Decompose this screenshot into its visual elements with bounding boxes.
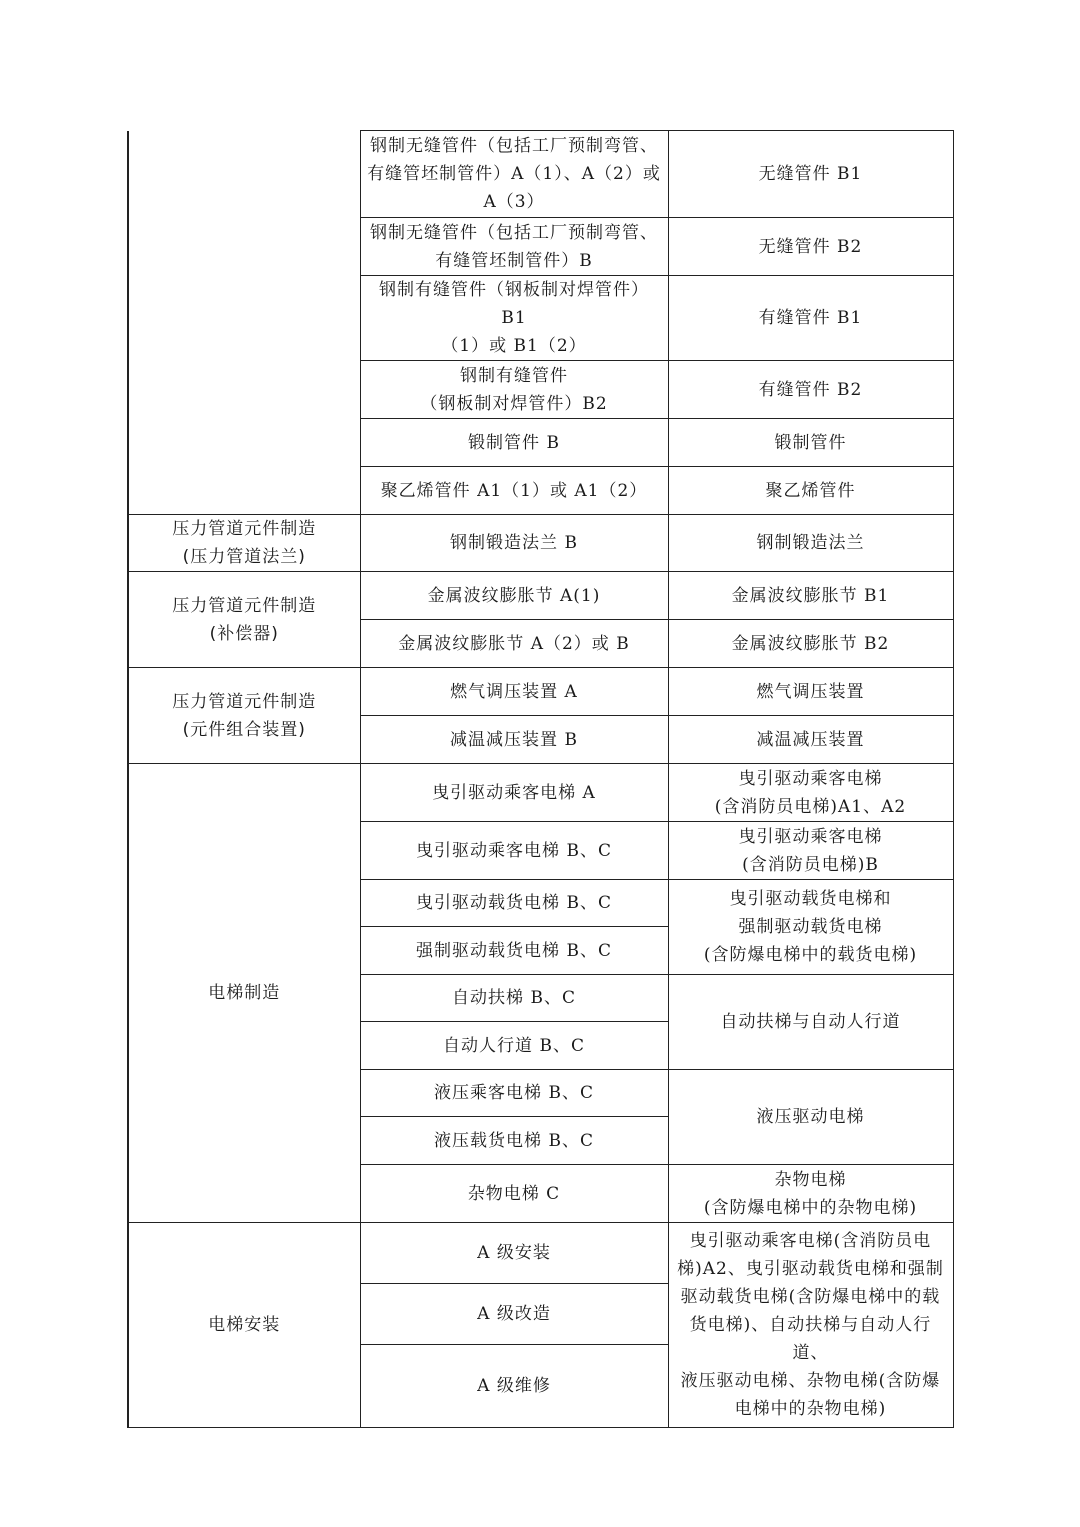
scope-cell <box>668 1223 953 1428</box>
scope-cell <box>668 1070 953 1165</box>
scope-cell <box>668 361 953 419</box>
cell-text: 自动人行道 B、C <box>443 1035 585 1056</box>
category-cell-combined-device <box>128 668 360 764</box>
scope-cell <box>668 572 953 620</box>
cell-text: 梯)A2、曳引驱动载货电梯和强制 <box>677 1259 944 1279</box>
product-cell <box>360 1165 668 1223</box>
cell-text: (含消防员电梯)A1、A2 <box>714 796 907 817</box>
cell-text: 有缝管坯制管件）B <box>435 250 593 271</box>
product-cell <box>360 1117 668 1165</box>
product-cell <box>360 572 668 620</box>
cell-text: A 级改造 <box>477 1304 551 1325</box>
cell-text: 钢制锻造法兰 <box>756 533 865 553</box>
table-row <box>128 668 953 716</box>
scope-cell <box>668 218 953 276</box>
cell-text: 金属波纹膨胀节 B1 <box>731 585 890 606</box>
product-cell <box>360 716 668 764</box>
cell-text: 液压驱动电梯 <box>756 1107 865 1127</box>
product-cell <box>360 1070 668 1117</box>
cell-text: 无缝管件 B2 <box>758 236 863 257</box>
category-cell-pressure-pipe-fittings <box>128 131 360 515</box>
product-cell <box>360 1284 668 1345</box>
cell-text: 杂物电梯 <box>774 1169 847 1190</box>
license-category-table <box>127 130 954 1428</box>
cell-text: (元件组合装置) <box>182 719 306 740</box>
scope-cell <box>668 467 953 515</box>
cell-text: 金属波纹膨胀节 A(1) <box>427 585 601 606</box>
cell-text: 有缝管件 B2 <box>758 379 863 400</box>
cell-text: 金属波纹膨胀节 A（2）或 B <box>398 633 630 654</box>
product-cell <box>360 515 668 572</box>
cell-text: 液压载货电梯 B、C <box>434 1130 594 1151</box>
cell-text: 液压驱动电梯、杂物电梯(含防爆 <box>680 1371 941 1391</box>
cell-text: 有缝管坯制管件）A（1）、A（2）或 <box>367 164 661 184</box>
product-cell <box>360 276 668 361</box>
cell-text: 驱动载货电梯(含防爆电梯中的载 <box>680 1287 941 1307</box>
product-cell <box>360 927 668 975</box>
cell-text: 曳引驱动载货电梯 B、C <box>416 893 612 913</box>
product-cell <box>360 131 668 218</box>
product-cell <box>360 620 668 668</box>
cell-text: 自动扶梯与自动人行道 <box>720 1012 901 1032</box>
product-cell <box>360 975 668 1022</box>
cell-text: 曳引驱动乘客电梯 A <box>432 782 596 803</box>
cell-text: （1）或 B1（2） <box>441 336 587 356</box>
product-cell <box>360 1345 668 1428</box>
category-cell-flange <box>128 515 360 572</box>
product-cell <box>360 419 668 467</box>
cell-text: 曳引驱动乘客电梯 <box>738 826 883 847</box>
cell-text: 聚乙烯管件 <box>765 480 856 501</box>
cell-text: 曳引驱动载货电梯和 <box>729 889 892 909</box>
cell-text: 压力管道元件制造 <box>172 595 317 616</box>
cell-text: 液压乘客电梯 B、C <box>434 1083 594 1103</box>
category-cell-elevator-manufacturing <box>128 764 360 1223</box>
product-cell <box>360 361 668 419</box>
cell-text: 锻制管件 <box>774 432 847 453</box>
cell-text: A 级维修 <box>477 1376 551 1397</box>
cell-text: 钢制锻造法兰 B <box>450 533 578 553</box>
product-cell <box>360 1223 668 1284</box>
cell-text: 电梯中的杂物电梯) <box>734 1399 887 1419</box>
product-cell <box>360 467 668 515</box>
cell-text: 电梯制造 <box>208 983 281 1003</box>
scope-cell <box>668 419 953 467</box>
product-cell <box>360 764 668 822</box>
product-cell <box>360 880 668 927</box>
product-cell <box>360 1022 668 1070</box>
cell-text: 有缝管件 B1 <box>758 308 863 328</box>
cell-text: 减温减压装置 <box>756 729 865 750</box>
scope-cell <box>668 975 953 1070</box>
scope-cell <box>668 668 953 716</box>
category-cell-compensator <box>128 572 360 668</box>
cell-text: (含防爆电梯中的杂物电梯) <box>703 1197 918 1218</box>
scope-cell <box>668 716 953 764</box>
cell-text: 曳引驱动乘客电梯 <box>738 768 883 789</box>
cell-text: 压力管道元件制造 <box>172 519 317 539</box>
scope-cell <box>668 822 953 880</box>
cell-text: A 级安装 <box>477 1243 551 1264</box>
cell-text: 减温减压装置 B <box>450 729 578 750</box>
cell-text: 杂物电梯 C <box>467 1183 561 1204</box>
cell-text: 燃气调压装置 A <box>450 681 578 702</box>
scope-cell <box>668 620 953 668</box>
cell-text: (压力管道法兰) <box>182 547 306 567</box>
table-row <box>128 131 953 218</box>
table-row <box>128 764 953 822</box>
scope-cell <box>668 515 953 572</box>
table-row <box>128 572 953 620</box>
table-row <box>128 515 953 572</box>
cell-text: 曳引驱动乘客电梯 B、C <box>416 840 612 861</box>
cell-text: 钢制有缝管件（钢板制对焊管件）B1 <box>379 280 649 328</box>
cell-text: 钢制无缝管件（包括工厂预制弯管、 <box>370 136 658 156</box>
product-cell <box>360 218 668 276</box>
cell-text: 曳引驱动乘客电梯(含消防员电 <box>689 1231 932 1251</box>
category-cell-elevator-installation <box>128 1223 360 1428</box>
cell-text: 货电梯)、自动扶梯与自动人行道、 <box>689 1315 932 1363</box>
cell-text: 无缝管件 B1 <box>758 164 863 184</box>
cell-text: 压力管道元件制造 <box>172 691 317 712</box>
cell-text: (含防爆电梯中的载货电梯) <box>703 945 918 965</box>
cell-text: A（3） <box>483 192 545 212</box>
cell-text: 锻制管件 B <box>468 432 560 453</box>
cell-text: 强制驱动载货电梯 <box>738 917 883 937</box>
cell-text: 电梯安装 <box>208 1315 281 1335</box>
cell-text: 金属波纹膨胀节 B2 <box>731 633 890 654</box>
table-row <box>128 1223 953 1284</box>
cell-text: (含消防员电梯)B <box>742 854 879 875</box>
cell-text: 燃气调压装置 <box>756 681 865 702</box>
cell-text: 钢制无缝管件（包括工厂预制弯管、 <box>370 222 658 243</box>
scope-cell <box>668 131 953 218</box>
cell-text: 自动扶梯 B、C <box>452 988 576 1008</box>
cell-text: （钢板制对焊管件）B2 <box>420 393 608 414</box>
cell-text: (补偿器) <box>209 623 279 644</box>
scope-cell <box>668 1165 953 1223</box>
product-cell <box>360 668 668 716</box>
cell-text: 钢制有缝管件 <box>460 365 568 386</box>
cell-text: 聚乙烯管件 A1（1）或 A1（2） <box>380 480 648 501</box>
scope-cell <box>668 880 953 975</box>
scope-cell <box>668 276 953 361</box>
cell-text: 强制驱动载货电梯 B、C <box>416 940 612 961</box>
product-cell <box>360 822 668 880</box>
scope-cell <box>668 764 953 822</box>
